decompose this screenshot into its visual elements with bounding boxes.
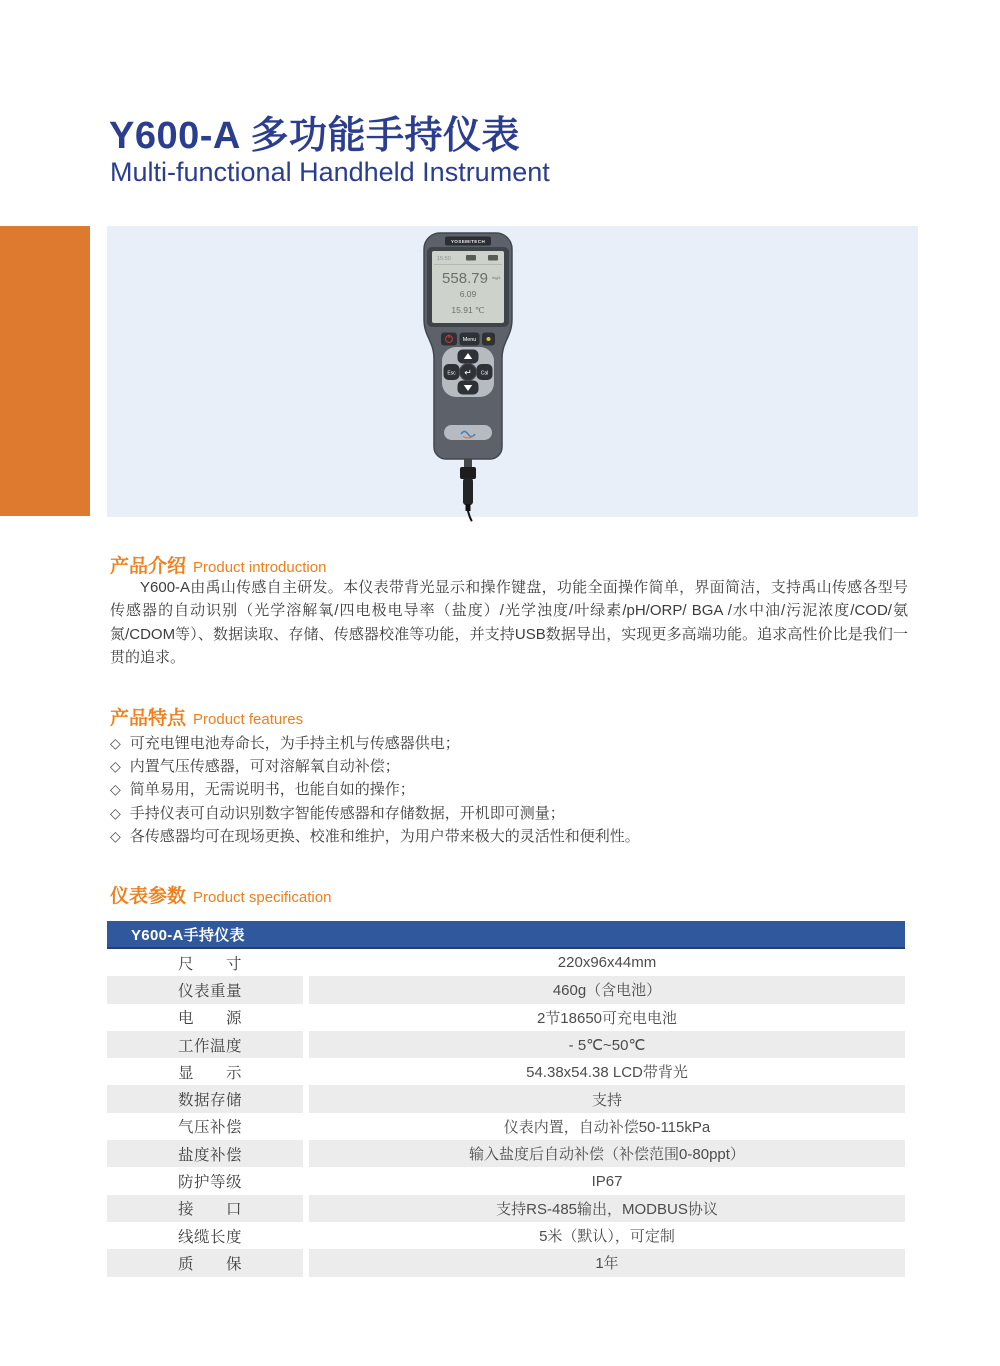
row-label: 显 示: [178, 1064, 243, 1082]
feature-item-text: 手持仪表可自动识别数字智能传感器和存储数据，开机即可测量；: [129, 804, 565, 822]
row-label-cell: [107, 976, 303, 1003]
row-label-cell: [107, 1195, 303, 1222]
feature-item: [110, 802, 908, 825]
table-row: [107, 949, 905, 976]
row-value-cell: [309, 1031, 905, 1058]
row-value-cell: [309, 1004, 905, 1031]
feature-item: [110, 778, 908, 801]
screen-time: 15:50: [437, 256, 451, 262]
row-value: 460g（含电池）: [552, 982, 662, 1000]
row-value-cell: [309, 1167, 905, 1194]
row-label: 质 保: [178, 1255, 243, 1273]
row-value: 支持RS-485输出，MODBUS协议: [496, 1200, 718, 1218]
row-label-cell: [107, 1167, 303, 1194]
row-value: 支持: [591, 1091, 622, 1109]
row-value-cell: [309, 1222, 905, 1249]
row-value-cell: [309, 1195, 905, 1222]
features-list: [110, 732, 908, 848]
power-key: [441, 333, 457, 346]
table-row: [107, 1167, 905, 1194]
row-value: IP67: [591, 1172, 623, 1190]
row-value-cell: [309, 976, 905, 1003]
esc-key-label: Esc: [447, 370, 456, 377]
feature-item-text: 简单易用，无需说明书，也能自如的操作；: [129, 781, 415, 799]
section-intro-heading-zh: 产品介绍: [110, 556, 187, 577]
feature-item: [110, 732, 908, 755]
probe-connector-ring: [460, 467, 476, 479]
row-value-cell: [309, 1140, 905, 1167]
section-intro-heading-en: Product introduction: [193, 559, 327, 576]
table-row: [107, 1085, 905, 1112]
feature-item: [110, 825, 908, 848]
table-row: [107, 1222, 905, 1249]
row-label: 数据存储: [178, 1092, 243, 1110]
section-features-heading-en: Product features: [193, 711, 304, 728]
row-label-cell: [107, 1031, 303, 1058]
row-label-cell: [107, 1058, 303, 1085]
table-row: [107, 1195, 905, 1222]
diamond-bullet-icon: ◇: [110, 827, 121, 844]
probe-connector-body: [463, 478, 473, 505]
row-value-cell: [309, 1085, 905, 1112]
device-brand-label: YOSEMITECH: [450, 239, 486, 244]
row-label: 工作温度: [178, 1037, 243, 1055]
main-reading-unit: mg/L: [492, 275, 501, 280]
row-value-cell: [309, 1058, 905, 1085]
diamond-bullet-icon: ◇: [110, 781, 121, 798]
temperature-reading: 15.91 ℃: [451, 305, 485, 315]
section-specs-heading: [110, 881, 331, 908]
section-features-heading: [110, 703, 303, 730]
feature-item-text: 各传感器均可在现场更换、校准和维护，为用户带来极大的灵活性和便利性。: [129, 827, 640, 845]
section-specs-heading-en: Product specification: [193, 889, 332, 906]
table-row: [107, 1249, 905, 1276]
handheld-device-illustration: [400, 225, 620, 525]
feature-item-text: 可充电锂电池寿命长，为手持主机与传感器供电；: [129, 735, 460, 752]
cal-key-label: Cal: [480, 370, 489, 377]
row-label: 气压补偿: [178, 1119, 243, 1137]
row-value-cell: [309, 1249, 905, 1276]
table-row: [107, 1113, 905, 1140]
table-row: [107, 1058, 905, 1085]
intro-paragraph: Y600-A由禹山传感自主研发。本仪表带背光显示和操作键盘，功能全面操作简单，界面简洁，支持禹山传感各型号传感器的自动识别（光学溶解氧/四电极电导率（盐度）/光学浊度/叶绿素/pH/ORP/ BGA /水中油/污泥浓度/COD/氨氮/CDOM等）、数据读取、存储、传感器校准等功能，并支持USB数据导出，实现更多高端功能。追求高性价比是我们一贯的追求。: [110, 579, 908, 667]
row-label-cell: [107, 1085, 303, 1112]
row-label-cell: [107, 1004, 303, 1031]
probe-cable: [468, 511, 472, 521]
spec-table: [107, 921, 905, 1277]
enter-key-icon: ↵: [464, 368, 472, 379]
diamond-bullet-icon: ◇: [110, 735, 121, 751]
row-label: 线缆长度: [178, 1228, 243, 1246]
backlight-key-icon: [487, 337, 491, 341]
probe-connector-neck: [464, 459, 472, 468]
section-features-heading-zh: 产品特点: [110, 708, 187, 729]
spec-table-title-bar: [107, 921, 905, 949]
feature-item: [110, 755, 908, 778]
spec-table-title: Y600-A手持仪表: [131, 926, 245, 944]
row-value: - 5℃~50℃: [568, 1036, 646, 1054]
row-value: 仪表内置，自动补偿50-115kPa: [503, 1118, 711, 1136]
signal-icon: [466, 255, 476, 261]
row-value: 输入盐度后自动补偿（补偿范围0-80ppt）: [469, 1146, 745, 1164]
battery-icon: [488, 255, 498, 261]
section-intro-heading: [110, 551, 326, 578]
row-label: 防护等级: [178, 1174, 243, 1192]
left-accent-bar: [0, 226, 90, 516]
row-value-cell: [309, 1113, 905, 1140]
row-label-cell: [107, 1222, 303, 1249]
row-label: 仪表重量: [178, 982, 243, 1000]
page-title: Y600-A 多功能手持仪表: [109, 115, 520, 157]
page-subtitle: Multi-functional Handheld Instrument: [110, 157, 550, 187]
row-value: 220x96x44mm: [557, 954, 657, 972]
secondary-reading: 6.09: [459, 289, 477, 299]
table-row: [107, 1031, 905, 1058]
row-label: 尺 寸: [178, 955, 243, 973]
feature-item-text: 内置气压传感器，可对溶解氧自动补偿；: [129, 758, 400, 776]
row-label-cell: [107, 1249, 303, 1276]
diamond-bullet-icon: ◇: [110, 758, 121, 775]
menu-key-label: Menu: [462, 336, 477, 343]
main-reading: 558.79: [442, 270, 488, 287]
row-value: 5米（默认），可定制: [539, 1228, 675, 1246]
probe-connector-tip: [466, 504, 471, 511]
table-row: [107, 1140, 905, 1167]
row-label: 接 口: [178, 1201, 243, 1219]
row-label-cell: [107, 1113, 303, 1140]
table-row: [107, 1004, 905, 1031]
section-specs-heading-zh: 仪表参数: [110, 886, 187, 907]
table-row: [107, 976, 905, 1003]
row-value-cell: [309, 949, 905, 976]
row-value: 2节18650可充电电池: [536, 1009, 678, 1027]
diamond-bullet-icon: ◇: [110, 804, 121, 821]
row-label-cell: [107, 1140, 303, 1167]
row-label: 盐度补偿: [178, 1146, 243, 1164]
row-label: 电 源: [178, 1010, 243, 1028]
row-value: 1年: [595, 1255, 619, 1273]
row-label-cell: [107, 949, 303, 976]
row-value: 54.38x54.38 LCD带背光: [526, 1064, 688, 1082]
